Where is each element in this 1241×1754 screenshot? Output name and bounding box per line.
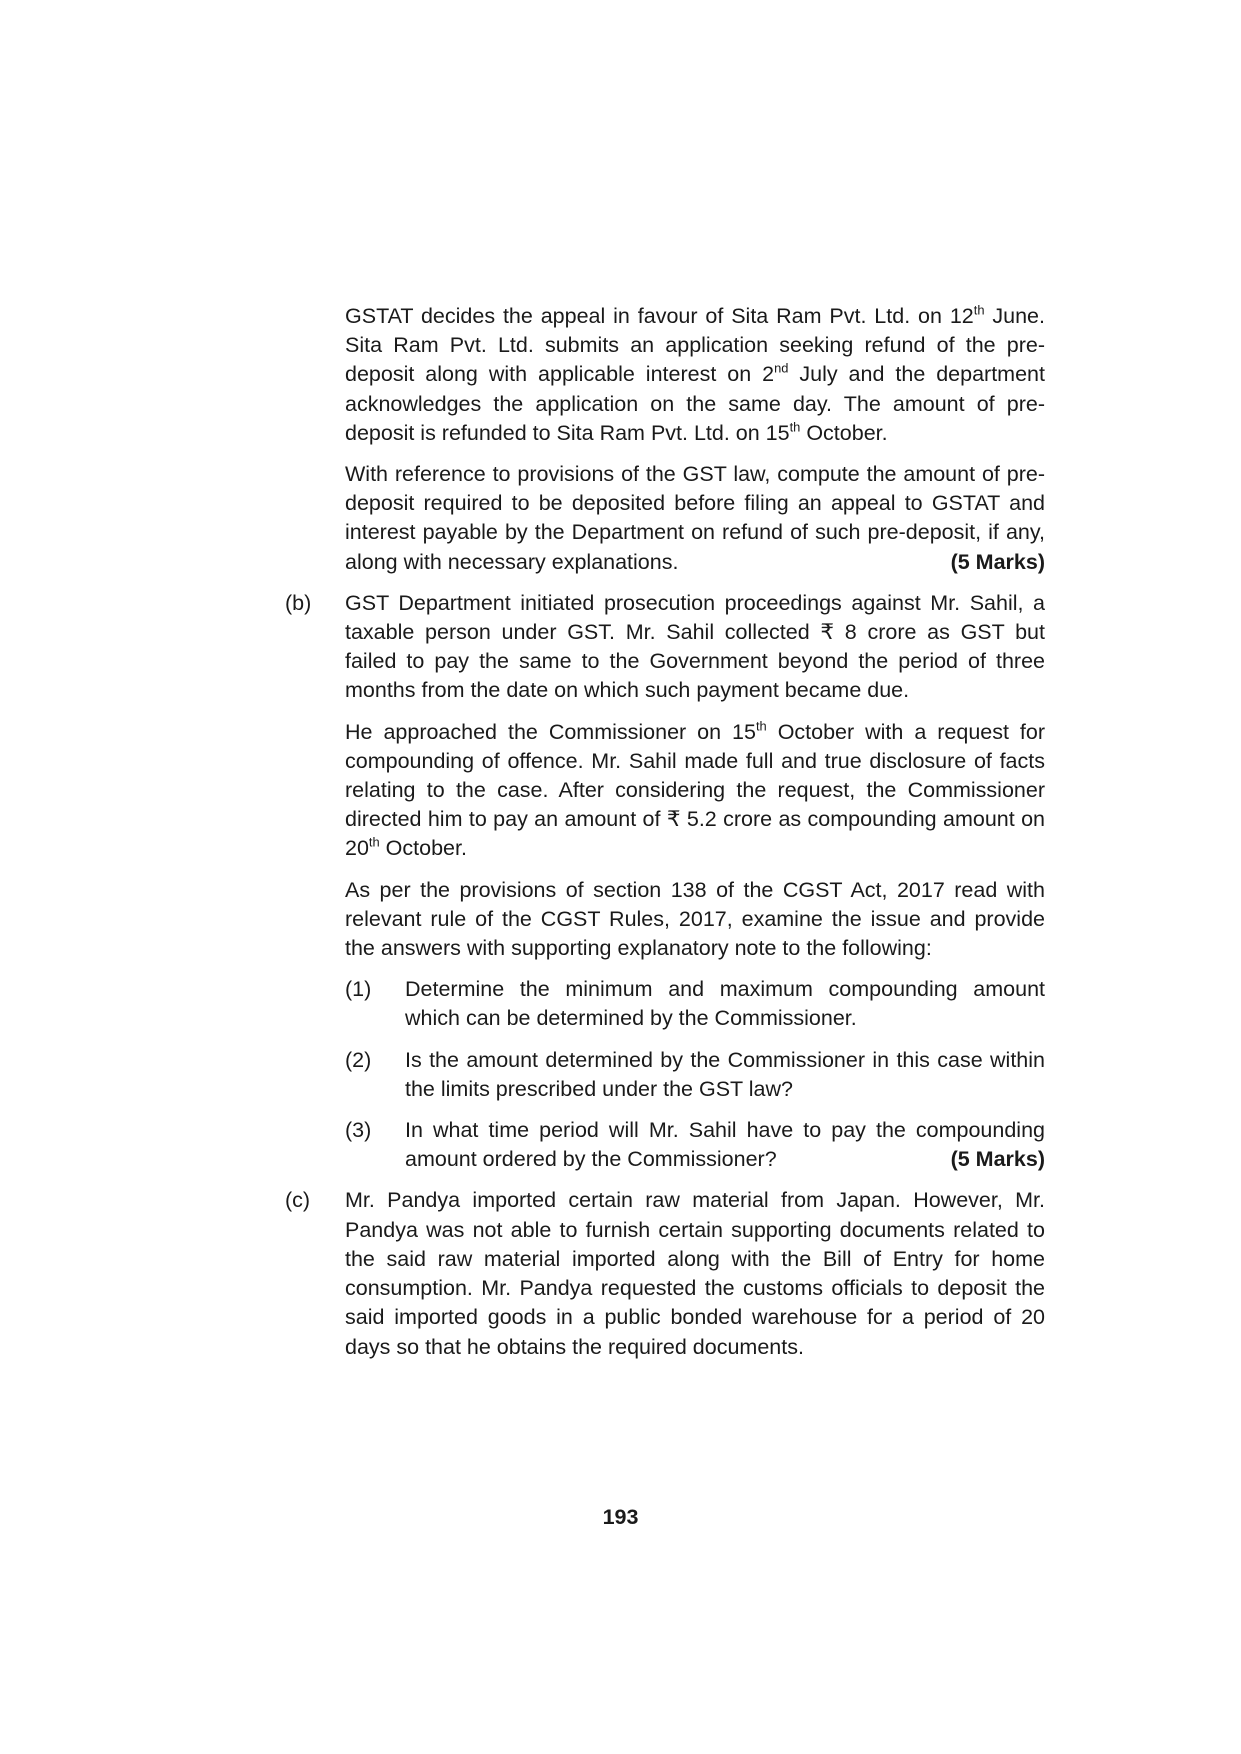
sub-question-text: In what time period will Mr. Sahil have to pay the compounding amount ordered by the Commissioner? — [405, 1118, 1045, 1172]
sub-question-2 — [345, 1046, 1045, 1104]
question-c-label: (c) — [285, 1188, 311, 1213]
intro-paragraph-1: GSTAT decides the appeal in favour of Sita Ram Pvt. Ltd. on 12th June. Sita Ram Pvt. Ltd. submits an application seeking refund of the pre-deposit along with applicable interest on 2nd July and the department acknowledges the application on the same day. The amount of pre-deposit is refunded to Sita Ram Pvt. Ltd. on 15th October. — [345, 302, 1045, 445]
question-c-paragraph-1: Mr. Pandya imported certain raw material from Japan. However, Mr. Pandya was not able to furnish certain supporting documents related to the said raw material imported along with the Bill of Entry for home consumption. Mr. Pandya requested the customs officials to deposit the said imported goods in a public bonded warehouse for a period of 20 days so that he obtains the required documents. — [345, 1188, 1045, 1359]
question-b-label: (b) — [285, 590, 312, 615]
sub-question-text: Is the amount determined by the Commissioner in this case within the limits prescribed under the GST law? — [405, 1047, 1045, 1101]
question-b — [285, 589, 1046, 1175]
intro-paragraph-2: With reference to provisions of the GST law, compute the amount of pre-deposit required to be deposited before filing an appeal to GSTAT and interest payable by the Department on refund of such pre-deposit, if any, along with necessary explanations. (5 Marks) — [345, 460, 1045, 577]
page-content — [285, 302, 1046, 1374]
sub-question-label: (1) — [345, 977, 372, 1002]
question-c — [285, 1186, 1045, 1361]
marks-label: (5 Marks) — [950, 1147, 1045, 1172]
sub-question-label: (2) — [345, 1047, 372, 1072]
sub-question-3 — [345, 1116, 1045, 1174]
question-b-paragraph-3: As per the provisions of section 138 of the CGST Act, 2017 read with relevant rule of the CGST Rules, 2017, examine the issue and provide the answers with supporting explanatory note to the following: — [345, 877, 1045, 961]
marks-label: (5 Marks) — [950, 549, 1045, 574]
question-b-paragraph-1: GST Department initiated prosecution proceedings against Mr. Sahil, a taxable person under GST. Mr. Sahil collected ₹ 8 crore as GST but failed to pay the same to the Government beyond the period of three months from the date on which such payment became due. — [345, 590, 1045, 703]
question-b-paragraph-2: He approached the Commissioner on 15th October with a request for compounding of offence. Mr. Sahil made full and true disclosure of facts relating to the case. After considering the request, the Commissioner directed him to pay an amount of ₹ 5.2 crore as compounding amount on 20th October. — [345, 718, 1046, 861]
page-number: 193 — [602, 1505, 639, 1529]
sub-question-text: Determine the minimum and maximum compounding amount which can be determined by the Commissioner. — [405, 977, 1045, 1031]
sub-question-1 — [345, 975, 1045, 1033]
sub-question-label: (3) — [345, 1118, 372, 1143]
